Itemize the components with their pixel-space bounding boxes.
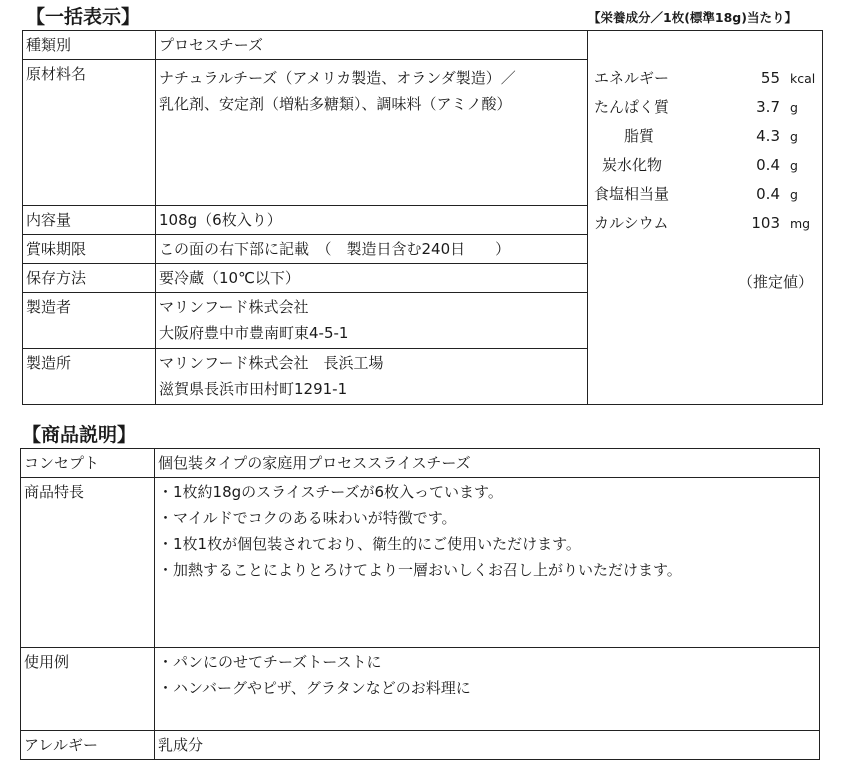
row-label: 使用例 bbox=[21, 648, 155, 731]
row-value: マリンフード株式会社 長浜工場 滋賀県長浜市田村町1291-1 bbox=[156, 349, 588, 405]
nutrition-item: たんぱく質 3.7 g bbox=[594, 98, 798, 116]
row-value: 108g（6枚入り） bbox=[156, 206, 588, 235]
row-label: 内容量 bbox=[23, 206, 156, 235]
nutrition-panel bbox=[588, 31, 823, 405]
row-label: 製造者 bbox=[23, 293, 156, 349]
row-label: 賞味期限 bbox=[23, 235, 156, 264]
row-label: 原材料名 bbox=[23, 60, 156, 206]
row-label: コンセプト bbox=[21, 449, 155, 478]
nutrition-note: （推定値） bbox=[738, 273, 814, 291]
table-row bbox=[21, 648, 820, 731]
row-label: アレルギー bbox=[21, 731, 155, 760]
row-label: 保存方法 bbox=[23, 264, 156, 293]
row-label: 製造所 bbox=[23, 349, 156, 405]
row-value: ・1枚約18gのスライスチーズが6枚入っています。 ・マイルドでコクのある味わいが特徴です。 ・1枚1枚が個包装されており、衛生的にご使用いただけます。 ・加熱することによりとろけてより一層おいしくお召し上がりいただけます。 bbox=[155, 478, 820, 648]
row-value: ・パンにのせてチーズトーストに ・ハンバーグやピザ、グラタンなどのお料理に bbox=[155, 648, 820, 731]
row-value: 乳成分 bbox=[155, 731, 820, 760]
nutrition-item: 炭水化物 0.4 g bbox=[602, 156, 798, 174]
nutrition-item: 脂質 4.3 g bbox=[624, 127, 798, 145]
nutrition-list bbox=[594, 64, 822, 291]
row-label: 種類別 bbox=[23, 31, 156, 60]
row-value: 個包装タイプの家庭用プロセススライスチーズ bbox=[155, 449, 820, 478]
table-row bbox=[23, 31, 823, 60]
description-section-heading: 【商品説明】 bbox=[22, 424, 137, 446]
nutrition-item: カルシウム 103 mg bbox=[594, 214, 811, 232]
label-section-heading: 【一括表示】 bbox=[26, 6, 141, 28]
table-row bbox=[21, 449, 820, 478]
label-table bbox=[22, 30, 823, 405]
row-value: ナチュラルチーズ（アメリカ製造、オランダ製造）／ 乳化剤、安定剤（増粘多糖類）、調味料（アミノ酸） bbox=[156, 60, 588, 206]
row-label: 商品特長 bbox=[21, 478, 155, 648]
nutrition-item: 食塩相当量 0.4 g bbox=[594, 185, 798, 203]
nutrition-item: エネルギー 55 kcal bbox=[594, 69, 816, 87]
row-value: マリンフード株式会社 大阪府豊中市豊南町東4-5-1 bbox=[156, 293, 588, 349]
table-row bbox=[21, 731, 820, 760]
nutrition-title: 【栄養成分／1枚(標準18g)当たり】 bbox=[588, 10, 797, 25]
row-value: プロセスチーズ bbox=[156, 31, 588, 60]
row-value: この面の右下部に記載 （ 製造日含む240日 ） bbox=[156, 235, 588, 264]
description-table bbox=[20, 448, 820, 760]
row-value: 要冷蔵（10℃以下） bbox=[156, 264, 588, 293]
table-row bbox=[21, 478, 820, 648]
